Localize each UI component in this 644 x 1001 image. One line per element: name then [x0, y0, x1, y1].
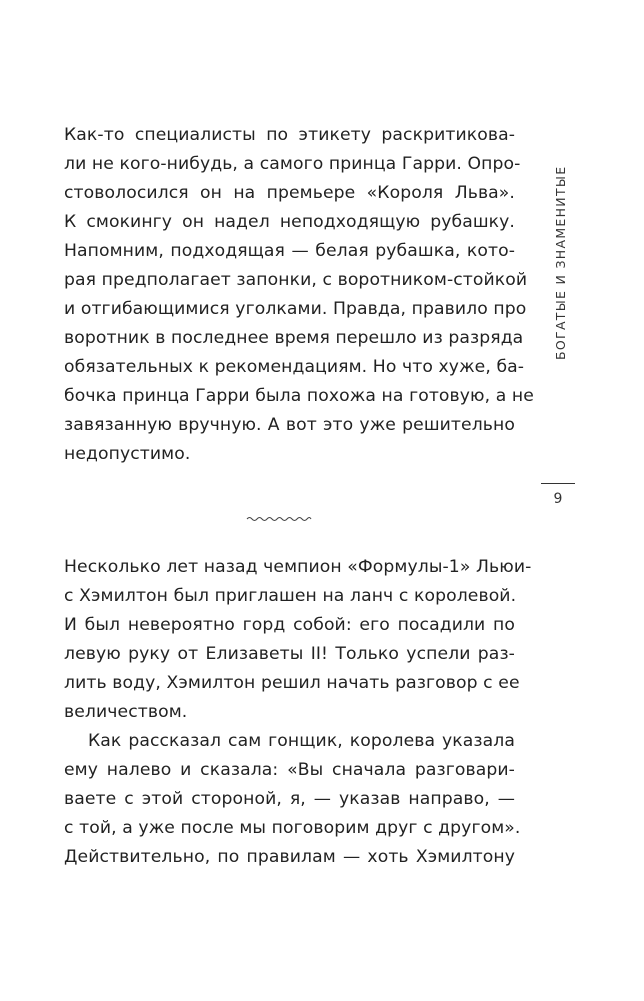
wave-divider — [246, 514, 312, 524]
text-line: обязательных к рекомендациям. Но что хуже, ба- — [64, 357, 525, 377]
page-number: 9 — [553, 491, 563, 507]
paragraph — [64, 727, 521, 872]
text-line: стоволосился он на премьере «Короля Льва». — [64, 183, 515, 203]
text-line: К смокингу он надел неподходящую рубашку. — [64, 212, 515, 232]
text-line: ему налево и сказала: «Вы сначала разговари- — [64, 760, 515, 780]
text-line: с Хэмилтон был приглашен на ланч с королевой. — [64, 586, 517, 606]
text-line: левую руку от Елизаветы II! Только успели раз- — [64, 644, 515, 664]
section-hamilton — [64, 553, 532, 872]
text-line: с той, а уже после мы поговорим друг с другом». — [64, 818, 521, 838]
text-line: ваете с этой стороной, я, — указав направо, — — [64, 789, 515, 809]
text-line: завязанную вручную. А вот это уже решительно — [64, 415, 515, 435]
text-line: Несколько лет назад чемпион «Формулы-1» Льюи- — [64, 557, 532, 577]
text-line: лить воду, Хэмилтон решил начать разговор с ее — [64, 673, 520, 693]
text-line: рая предполагает запонки, с воротником-стойкой — [64, 270, 528, 290]
text-line: и отгибающимися уголками. Правда, правило про — [64, 299, 527, 319]
section-prince-harry — [64, 121, 534, 469]
running-head-text: БОГАТЫЕ И ЗНАМЕНИТЫЕ — [553, 165, 568, 360]
running-head — [551, 130, 571, 360]
page-number-rule — [541, 483, 575, 484]
text-line: Действительно, по правилам — хоть Хэмилтону — [64, 847, 515, 867]
text-line: Напомним, подходящая — белая рубашка, кото- — [64, 241, 515, 261]
text-line: И был невероятно горд собой: его посадили по — [64, 615, 515, 635]
text-line: воротник в последнее время перешло из разряда — [64, 328, 524, 348]
text-line: величеством. — [64, 702, 188, 722]
text-line: бочка принца Гарри была похожа на готовую, а не — [64, 386, 534, 406]
text-line: Как-то специалисты по этикету раскритикова- — [64, 125, 515, 145]
paragraph — [64, 553, 532, 727]
text-line: недопустимо. — [64, 444, 191, 464]
paragraph — [64, 121, 534, 469]
text-line: Как рассказал сам гонщик, королева указала — [88, 731, 515, 751]
text-line: ли не кого-нибудь, а самого принца Гарри. Опро- — [64, 154, 521, 174]
